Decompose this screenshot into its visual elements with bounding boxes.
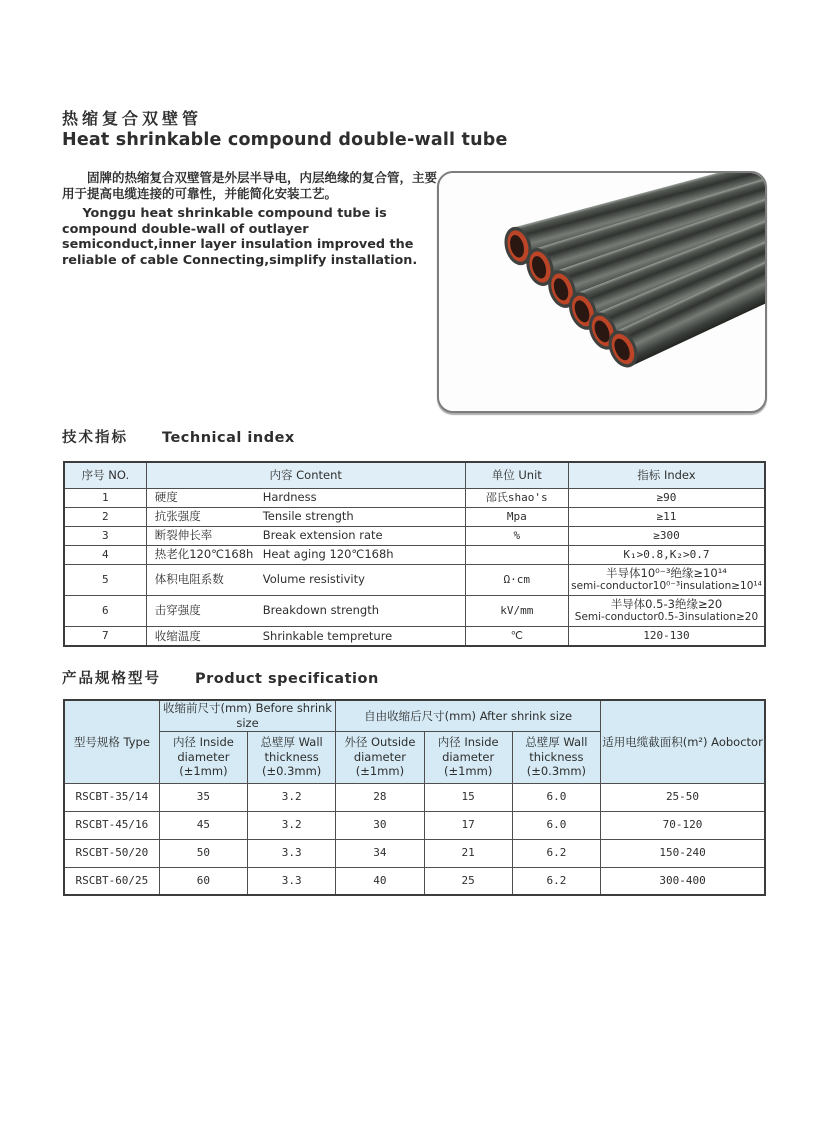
cell-before-inside-diameter: 35 [159,783,247,811]
tech-row [64,507,765,526]
cell-after-inside-diameter: 21 [424,839,512,867]
spec-row [64,783,765,811]
product-spec-table [63,699,766,896]
col-header-type: 型号规格 Type [64,700,159,783]
cell-content-zh: 抗张强度 [154,509,201,524]
cell-index: ≥300 [568,526,765,545]
col-header-after-outside-diameter: 外径 Outside diameter (±1mm) [336,731,424,783]
index-line1: 半导体0.5-3绝缘≥20 [610,596,723,611]
cell-before-inside-diameter: 45 [159,811,247,839]
col-group-before-shrink: 收缩前尺寸(mm) Before shrink size [159,700,336,731]
cell-content-en: Break extension rate [262,528,383,543]
section-heading-technical-index [62,426,295,447]
col-header-before-wall-thickness: 总壁厚 Wall thickness (±0.3mm) [248,731,336,783]
cell-content-zh: 硬度 [154,490,178,505]
col-header-cable-area: 适用电缆截面积(m²) Aoboctor [601,700,765,783]
cell-content [146,626,465,646]
cell-content [146,564,465,595]
tech-row [64,488,765,507]
cell-cable-area: 150-240 [601,839,765,867]
col-group-after-shrink: 自由收缩后尺寸(mm) After shrink size [336,700,601,731]
cell-after-wall-thickness: 6.2 [512,839,600,867]
cell-content-en: Hardness [262,490,317,505]
col-header-content: 内容 Content [146,462,465,488]
tech-row [64,526,765,545]
cell-after-outside-diameter: 28 [336,783,424,811]
page-title-en: Heat shrinkable compound double-wall tube [62,130,508,150]
tech-row [64,626,765,646]
cell-before-wall-thickness: 3.3 [248,867,336,895]
cell-before-inside-diameter: 60 [159,867,247,895]
col-header-after-inside-diameter: 内径 Inside diameter (±1mm) [424,731,512,783]
cell-content [146,507,465,526]
col-header-index: 指标 Index [568,462,765,488]
cell-unit: Ω·cm [465,564,568,595]
table-header-group-row [64,700,765,731]
section2-heading-zh: 产品规格型号 [62,671,161,687]
cell-no: 3 [64,526,146,545]
cell-content [146,488,465,507]
cell-index: 120-130 [568,626,765,646]
table-header-row [64,462,765,488]
spec-row [64,867,765,895]
cell-cable-area: 25-50 [601,783,765,811]
cell-before-wall-thickness: 3.2 [248,811,336,839]
cell-unit: 邵氏shao's [465,488,568,507]
cell-after-wall-thickness: 6.2 [512,867,600,895]
spec-row [64,839,765,867]
cell-after-wall-thickness: 6.0 [512,783,600,811]
index-line1: 半导体10⁰⁻³绝缘≥10¹⁴ [606,565,727,580]
cell-index [568,564,765,595]
cell-no: 5 [64,564,146,595]
cell-unit: ℃ [465,626,568,646]
col-header-before-inside-diameter: 内径 Inside diameter (±1mm) [159,731,247,783]
section1-heading-en: Technical index [162,430,295,446]
technical-index-table [63,461,766,647]
col-header-after-wall-thickness: 总壁厚 Wall thickness (±0.3mm) [512,731,600,783]
cell-after-outside-diameter: 34 [336,839,424,867]
cell-type: RSCBT-45/16 [64,811,159,839]
cell-before-wall-thickness: 3.2 [248,783,336,811]
col-header-no: 序号 NO. [64,462,146,488]
spec-row [64,811,765,839]
cell-after-outside-diameter: 30 [336,811,424,839]
cell-index: ≥90 [568,488,765,507]
cell-content-en: Volume resistivity [262,572,365,587]
col-header-unit: 单位 Unit [465,462,568,488]
section2-heading-en: Product specification [195,671,379,687]
section-heading-product-specification [62,667,379,688]
cell-content [146,595,465,626]
cell-content-zh: 击穿强度 [154,603,201,618]
cell-after-inside-diameter: 17 [424,811,512,839]
page-title-zh: 热缩复合双壁管 [62,109,203,128]
cell-after-inside-diameter: 15 [424,783,512,811]
cell-index [568,595,765,626]
tech-row [64,595,765,626]
cell-content-en: Heat aging 120℃168h [262,547,394,562]
cell-type: RSCBT-60/25 [64,867,159,895]
cell-content-zh: 收缩温度 [154,628,201,643]
cell-content-en: Shrinkable tempreture [262,628,393,643]
tech-row [64,564,765,595]
cell-before-inside-diameter: 50 [159,839,247,867]
cell-no: 4 [64,545,146,564]
cell-content-en: Breakdown strength [262,603,380,618]
tube-graphic [439,173,765,411]
section1-heading-zh: 技术指标 [62,430,128,446]
intro-paragraph-zh: 固牌的热缩复合双壁管是外层半导电，内层绝缘的复合管，主要用于提高电缆连接的可靠性，并能简化安装工艺。 [62,170,438,201]
cell-index: ≥11 [568,507,765,526]
index-line2: semi-conductor10⁰⁻³insulation≥10¹⁴ [571,580,762,593]
cell-content [146,545,465,564]
cell-content-zh: 热老化120℃168h [154,547,254,562]
cell-cable-area: 70-120 [601,811,765,839]
cell-before-wall-thickness: 3.3 [248,839,336,867]
cell-type: RSCBT-50/20 [64,839,159,867]
cell-after-wall-thickness: 6.0 [512,811,600,839]
cell-no: 1 [64,488,146,507]
cell-content-zh: 断裂伸长率 [154,528,213,543]
cell-cable-area: 300-400 [601,867,765,895]
cell-no: 2 [64,507,146,526]
cell-index: K₁>0.8,K₂>0.7 [568,545,765,564]
cell-no: 6 [64,595,146,626]
cell-unit: Mpa [465,507,568,526]
cell-content-en: Tensile strength [262,509,354,524]
cell-unit: % [465,526,568,545]
index-line2: Semi-conductor0.5-3insulation≥20 [574,611,759,624]
intro-paragraph-en: Yonggu heat shrinkable compound tube is compound double-wall of outlayer semiconduct,inner layer insulation improved the reliable of cable Connecting,simplify installation. [62,206,418,268]
cell-type: RSCBT-35/14 [64,783,159,811]
cell-unit [465,545,568,564]
cell-no: 7 [64,626,146,646]
cell-content-zh: 体积电阻系数 [154,572,224,587]
product-photo [437,171,767,413]
cell-after-inside-diameter: 25 [424,867,512,895]
tech-row [64,545,765,564]
cell-after-outside-diameter: 40 [336,867,424,895]
cell-unit: kV/mm [465,595,568,626]
cell-content [146,526,465,545]
